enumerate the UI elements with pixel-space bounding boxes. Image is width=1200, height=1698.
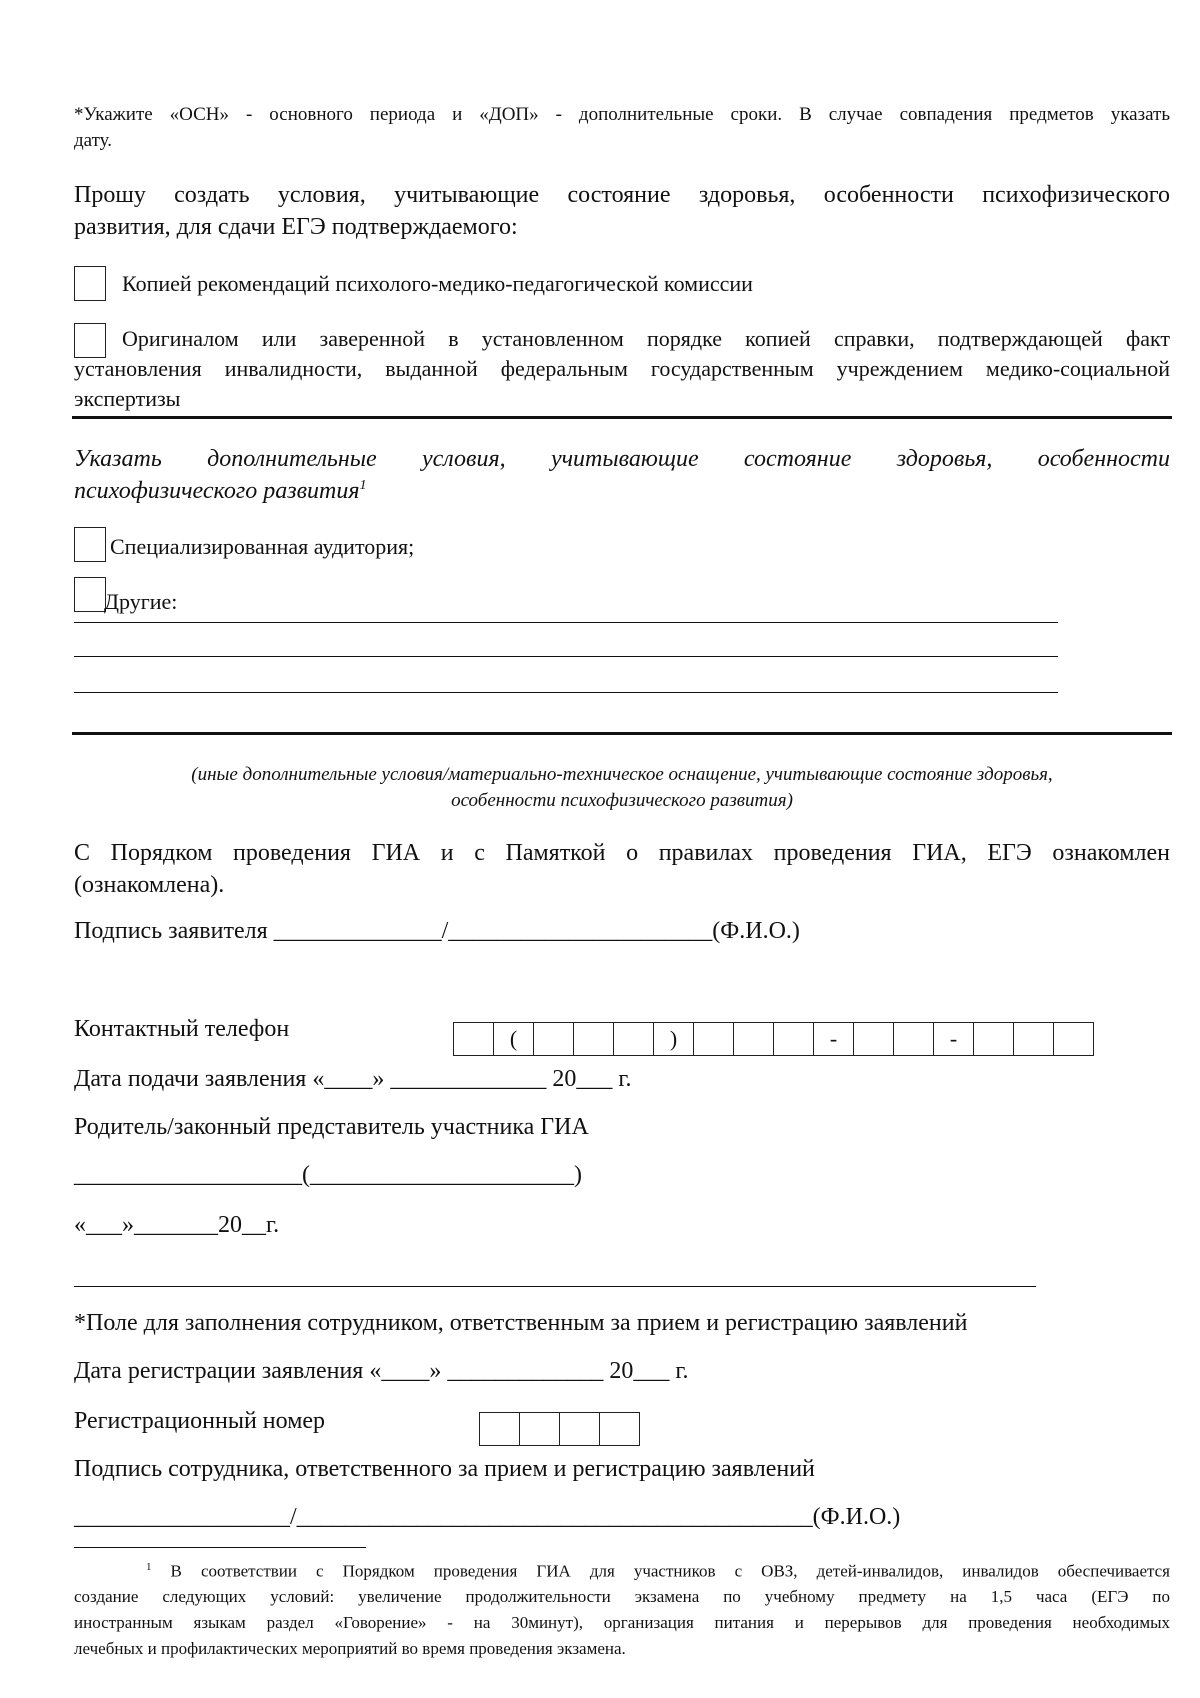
footnote-line4: лечебных и профилактических мероприятий во время проведения экзамена. [74, 1639, 626, 1658]
acknowledge-line1: С Порядком проведения ГИА и с Памяткой о правилах проведения ГИА, ЕГЭ ознакомлен [74, 840, 1170, 866]
registration-number-cell[interactable] [520, 1413, 560, 1445]
additional-line2-text: психофизического развития [74, 478, 360, 504]
phone-cell[interactable] [534, 1023, 574, 1055]
staff-signature[interactable]: __________________/___________________________________________(Ф.И.О.) [74, 1504, 901, 1530]
phone-label: Контактный телефон [74, 1016, 290, 1042]
phone-cell: - [934, 1023, 974, 1055]
staff-heading: *Поле для заполнения сотрудником, ответственным за прием и регистрацию заявлений [74, 1310, 968, 1336]
staff-divider [74, 1286, 1036, 1287]
phone-cell[interactable] [614, 1023, 654, 1055]
phone-cell[interactable] [1014, 1023, 1054, 1055]
phone-cell[interactable] [454, 1023, 494, 1055]
phone-cell[interactable] [894, 1023, 934, 1055]
period-note-line2: дату. [74, 130, 113, 151]
registration-number-label: Регистрационный номер [74, 1408, 326, 1434]
disability-label-line2: установления инвалидности, выданной федеральным государственным учреждением медико-социальной [74, 356, 1170, 381]
disability-label-line3: экспертизы [74, 386, 181, 411]
footnote-line2: создание следующих условий: увеличение продолжительности экзамена по учебному предмету на 1,5 часа (ЕГЭ по [74, 1587, 1170, 1606]
staff-signature-label: Подпись сотрудника, ответственного за прием и регистрацию заявлений [74, 1456, 815, 1482]
phone-cell[interactable] [574, 1023, 614, 1055]
registration-number-cell[interactable] [600, 1413, 640, 1445]
other-line-1[interactable] [74, 622, 1058, 623]
footnote-line3: иностранным языкам раздел «Говорение» - на 30минут), организация питания и перерывов для проведения необходимых [74, 1613, 1170, 1632]
phone-cell: ( [494, 1023, 534, 1055]
phone-cell[interactable] [774, 1023, 814, 1055]
footnote-line1-text: В соответствии с Порядком проведения ГИА для участников с ОВЗ, детей-инвалидов, инвалидов обеспечивается [151, 1561, 1170, 1581]
pmpk-checkbox[interactable] [74, 266, 106, 301]
other-caption-line1: (иные дополнительные условия/материально-техническое оснащение, учитывающие состояние здоровья, [191, 764, 1053, 785]
other-label: Другие: [104, 589, 178, 614]
phone-cells[interactable] [453, 1022, 1094, 1056]
application-date[interactable]: Дата подачи заявления «____» _____________ 20___ г. [74, 1066, 632, 1092]
disability-label-line1: Оригиналом или заверенной в установленном порядке копией справки, подтверждающей факт [122, 326, 1170, 351]
other-checkbox[interactable] [74, 577, 106, 612]
period-note-line1: *Укажите «ОСН» - основного периода и «ДОП» - дополнительные сроки. В случае совпадения предметов указать [74, 104, 1170, 125]
parent-label: Родитель/законный представитель участника ГИА [74, 1114, 589, 1140]
request-line2: развития, для сдачи ЕГЭ подтверждаемого: [74, 214, 518, 240]
phone-cell[interactable] [854, 1023, 894, 1055]
phone-cell[interactable] [974, 1023, 1014, 1055]
registration-number-cell[interactable] [480, 1413, 520, 1445]
other-line-3[interactable] [74, 692, 1058, 693]
parent-signature[interactable]: ___________________(______________________) [74, 1162, 582, 1188]
section-divider-bottom [72, 732, 1172, 735]
phone-cell: - [814, 1023, 854, 1055]
section-divider-top [72, 416, 1172, 419]
request-line1: Прошу создать условия, учитывающие состояние здоровья, особенности психофизического [74, 182, 1170, 208]
registration-date[interactable]: Дата регистрации заявления «____» _____________ 20___ г. [74, 1358, 689, 1384]
disability-checkbox[interactable] [74, 323, 106, 358]
phone-cell: ) [654, 1023, 694, 1055]
footnote-marker: 1 [146, 1561, 152, 1573]
footnote-line1 [74, 1561, 1170, 1582]
additional-line1: Указать дополнительные условия, учитывающие состояние здоровья, особенности [74, 446, 1170, 472]
acknowledge-line2: (ознакомлена). [74, 872, 225, 898]
phone-cell[interactable] [734, 1023, 774, 1055]
applicant-signature[interactable]: Подпись заявителя ______________/______________________(Ф.И.О.) [74, 918, 800, 944]
other-line-2[interactable] [74, 656, 1058, 657]
phone-cell[interactable] [694, 1023, 734, 1055]
other-caption-line2: особенности психофизического развития) [451, 790, 793, 811]
special-room-label: Специализированная аудитория; [110, 534, 415, 559]
special-room-checkbox[interactable] [74, 527, 106, 562]
parent-date[interactable]: «___»_______20__г. [74, 1212, 280, 1238]
pmpk-label: Копией рекомендаций психолого-медико-педагогической комиссии [122, 271, 753, 296]
footnote-separator [74, 1547, 366, 1548]
footnote-reference: 1 [359, 478, 367, 493]
additional-line2 [74, 478, 367, 505]
registration-number-cells[interactable] [479, 1412, 640, 1446]
registration-number-cell[interactable] [560, 1413, 600, 1445]
phone-cell[interactable] [1054, 1023, 1094, 1055]
